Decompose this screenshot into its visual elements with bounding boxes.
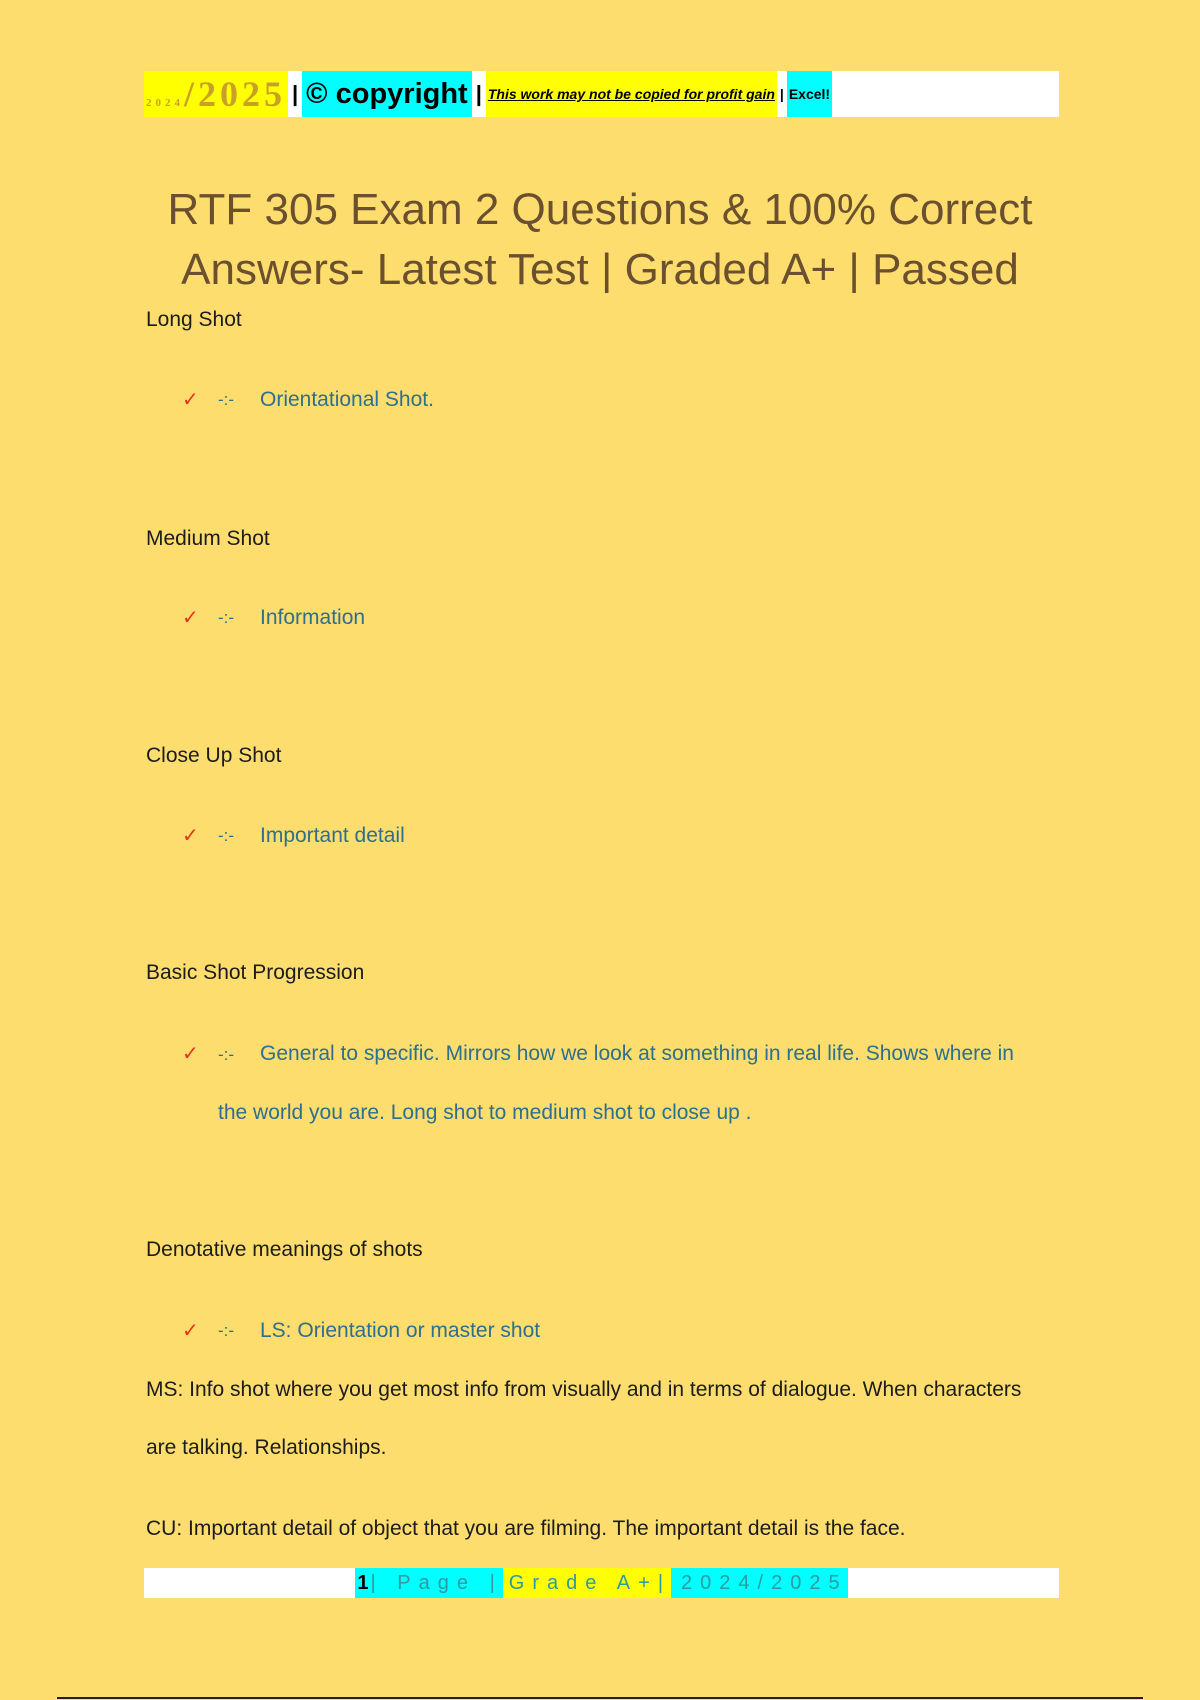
answer-marker: -:- — [218, 1321, 235, 1340]
answer-denotative-meanings — [182, 1302, 540, 1360]
page-bottom-rule — [57, 1697, 1143, 1699]
page-label: | Page | — [371, 1568, 503, 1598]
answer-close-up-shot — [182, 807, 405, 865]
question-medium-shot: Medium Shot — [146, 527, 270, 550]
check-icon: ✓ — [182, 1320, 199, 1342]
header-year-small: 2024 — [146, 97, 184, 109]
answer-text: Information — [260, 606, 366, 629]
answer-long-shot — [182, 371, 434, 429]
header-separator: | — [292, 81, 299, 106]
answer-text: Orientational Shot. — [260, 388, 434, 411]
check-icon: ✓ — [182, 825, 199, 847]
question-basic-shot-progression: Basic Shot Progression — [146, 961, 365, 984]
check-icon: ✓ — [182, 1043, 199, 1065]
header-year — [144, 71, 288, 117]
page-number: 1 — [355, 1568, 370, 1598]
question-close-up-shot: Close Up Shot — [146, 744, 282, 767]
answer-text: LS: Orientation or master shot — [260, 1319, 541, 1342]
answer-marker: -:- — [218, 608, 235, 627]
answer-marker: -:- — [218, 390, 235, 409]
footer-year: 2024/2025 — [671, 1568, 848, 1598]
question-long-shot: Long Shot — [146, 308, 242, 331]
document-title — [150, 180, 1050, 300]
question-denotative-meanings: Denotative meanings of shots — [146, 1238, 423, 1261]
answer-marker: -:- — [218, 826, 235, 845]
check-icon: ✓ — [182, 607, 199, 629]
page-footer — [144, 1568, 1059, 1598]
grade-label: Grade A+| — [503, 1568, 671, 1598]
answer-basic-shot-progression — [182, 1025, 1038, 1142]
answer-medium-shot — [182, 589, 365, 647]
check-icon: ✓ — [182, 389, 199, 411]
title-line-1: RTF 305 Exam 2 Questions & 100% Correct — [167, 185, 1033, 234]
header-notice: This work may not be copied for profit gain — [486, 71, 777, 117]
header-excel: Excel! — [787, 71, 832, 117]
header-year-big: /2025 — [184, 74, 287, 114]
answer-text: Important detail — [260, 824, 405, 847]
header-separator: | — [779, 86, 784, 102]
ms-description: MS: Info shot where you get most info from visually and in terms of dialogue. When characters are talking. Relationships. — [146, 1378, 1022, 1459]
answer-text-body: General to specific. Mirrors how we look at something in real life. Shows where in the world you are. Long shot to medium shot to close up . — [218, 1042, 1014, 1124]
header-separator: | — [475, 81, 482, 106]
cu-description: CU: Important detail of object that you are filming. The important detail is the face. — [146, 1517, 906, 1540]
answer-text — [218, 1025, 1038, 1142]
copyright-header — [144, 71, 1059, 117]
header-copyright: © copyright — [302, 71, 472, 117]
answer-marker: -:- — [218, 1045, 235, 1064]
title-line-2: Answers- Latest Test | Graded A+ | Passed — [181, 245, 1019, 294]
